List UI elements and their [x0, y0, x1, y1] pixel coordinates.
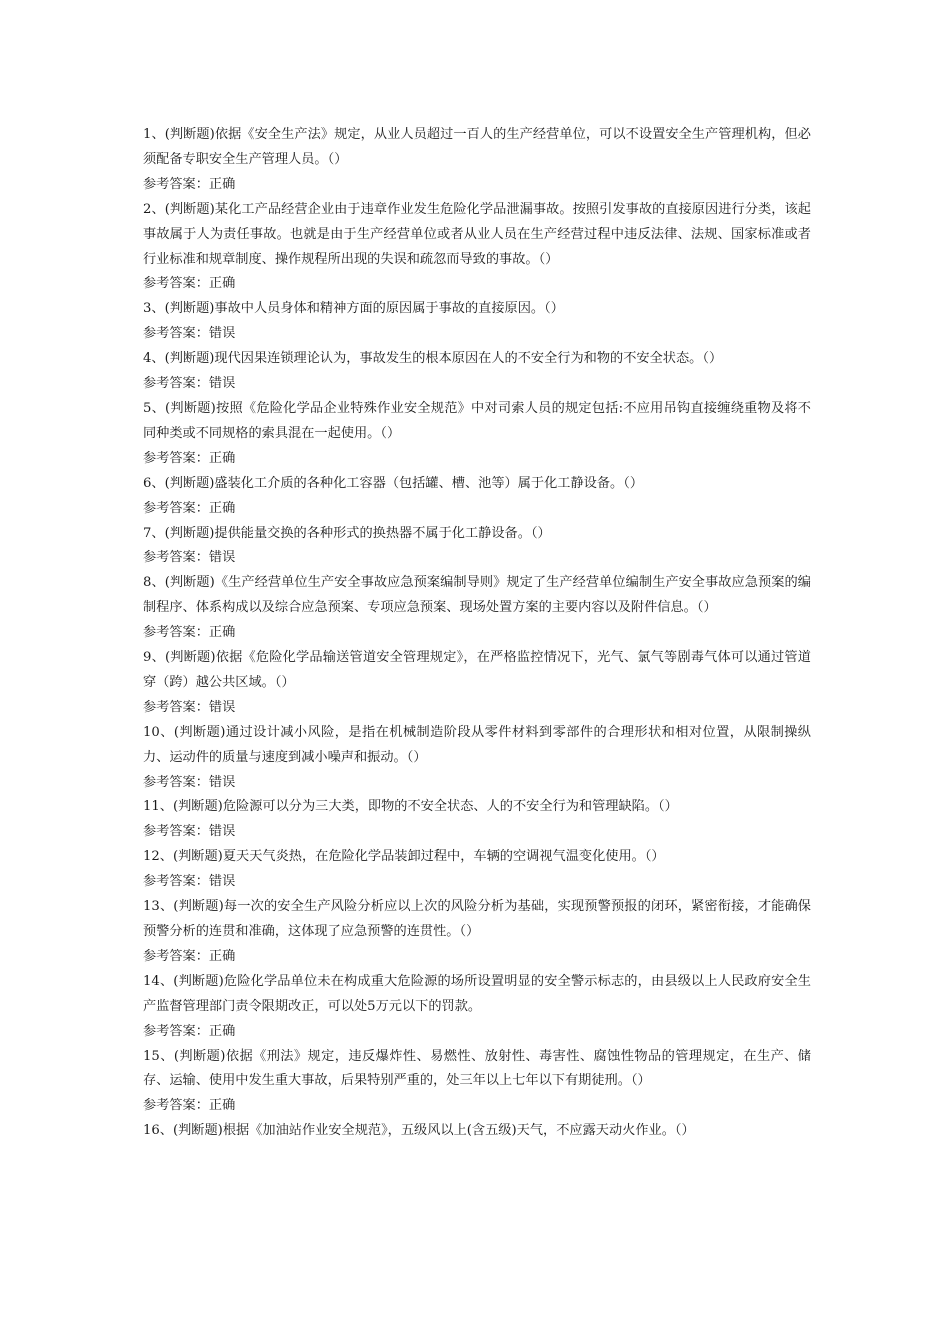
answer-13: 参考答案：正确 — [143, 948, 236, 964]
question-8: 8、(判断题)《生产经营单位生产安全事故应急预案编制导则》规定了生产经营单位编制生产安全事故应急预案的编制程序、体系构成以及综合应急预案、专项应急预案、现场处置方案的主要内容以及附件信息。（） — [143, 575, 811, 616]
question-13: 13、(判断题)每一次的安全生产风险分析应以上次的风险分析为基础，实现预警预报的闭环，紧密衔接，才能确保预警分析的连贯和准确，这体现了应急预警的连贯性。（） — [143, 899, 811, 939]
answer-10: 参考答案：错误 — [143, 774, 236, 790]
answer-4: 参考答案：错误 — [143, 376, 236, 392]
answer-11: 参考答案：错误 — [143, 824, 236, 840]
answer-5: 参考答案：正确 — [143, 450, 236, 466]
question-14: 14、(判断题)危险化学品单位未在构成重大危险源的场所设置明显的安全警示标志的，由县级以上人民政府安全生产监督管理部门责令限期改正，可以处5万元以下的罚款。 — [143, 973, 811, 1014]
answer-15: 参考答案：正确 — [143, 1098, 236, 1114]
question-16: 16、(判断题)根据《加油站作业安全规范》，五级风以上(含五级)天气，不应露天动火作业。（） — [143, 1123, 695, 1139]
answer-6: 参考答案：正确 — [143, 500, 236, 516]
answer-2: 参考答案：正确 — [143, 276, 236, 292]
question-2: 2、(判断题)某化工产品经营企业由于违章作业发生危险化学品泄漏事故。按照引发事故的直接原因进行分类，该起事故属于人为责任事故。也就是由于生产经营单位或者从业人员在生产经营过程中违反法律、法规、国家标准或者行业标准和规章制度、操作规程所出现的失误和疏忽而导致的事故。（） — [143, 201, 811, 267]
question-7: 7、(判断题)提供能量交换的各种形式的换热器不属于化工静设备。（） — [143, 525, 551, 541]
question-4: 4、(判断题)现代因果连锁理论认为，事故发生的根本原因在人的不安全行为和物的不安全状态。（） — [143, 351, 723, 367]
question-15: 15、(判断题)依据《刑法》规定，违反爆炸性、易燃性、放射性、毒害性、腐蚀性物品的管理规定，在生产、储存、运输、使用中发生重大事故，后果特别严重的，处三年以上七年以下有期徒刑。（） — [143, 1048, 811, 1089]
answer-8: 参考答案：正确 — [143, 625, 236, 641]
answer-7: 参考答案：错误 — [143, 550, 236, 566]
answer-1: 参考答案：正确 — [143, 176, 236, 192]
answer-12: 参考答案：错误 — [143, 874, 236, 890]
document-page — [143, 123, 811, 1144]
question-12: 12、(判断题)夏天天气炎热，在危险化学品装卸过程中，车辆的空调视气温变化使用。（） — [143, 849, 665, 865]
question-1: 1、(判断题)依据《安全生产法》规定，从业人员超过一百人的生产经营单位，可以不设置安全生产管理机构，但必须配备专职安全生产管理人员。（） — [143, 127, 811, 167]
answer-9: 参考答案：错误 — [143, 699, 236, 715]
question-5: 5、(判断题)按照《危险化学品企业特殊作业安全规范》中对司索人员的规定包括:不应用吊钩直接缠绕重物及将不同种类或不同规格的索具混在一起使用。（） — [143, 400, 811, 441]
question-3: 3、(判断题)事故中人员身体和精神方面的原因属于事故的直接原因。（） — [143, 301, 564, 317]
answer-14: 参考答案：正确 — [143, 1023, 236, 1039]
answer-3: 参考答案：错误 — [143, 326, 236, 342]
question-9: 9、(判断题)依据《危险化学品输送管道安全管理规定》，在严格监控情况下，光气、氯气等剧毒气体可以通过管道穿（跨）越公共区域。（） — [143, 650, 811, 690]
question-11: 11、(判断题)危险源可以分为三大类，即物的不安全状态、人的不安全行为和管理缺陷。（） — [143, 799, 678, 815]
question-6: 6、(判断题)盛装化工介质的各种化工容器（包括罐、槽、池等）属于化工静设备。（） — [143, 475, 644, 491]
question-10: 10、(判断题)通过设计减小风险，是指在机械制造阶段从零件材料到零部件的合理形状和相对位置，从限制操纵力、运动件的质量与速度到减小噪声和振动。（） — [143, 724, 811, 765]
